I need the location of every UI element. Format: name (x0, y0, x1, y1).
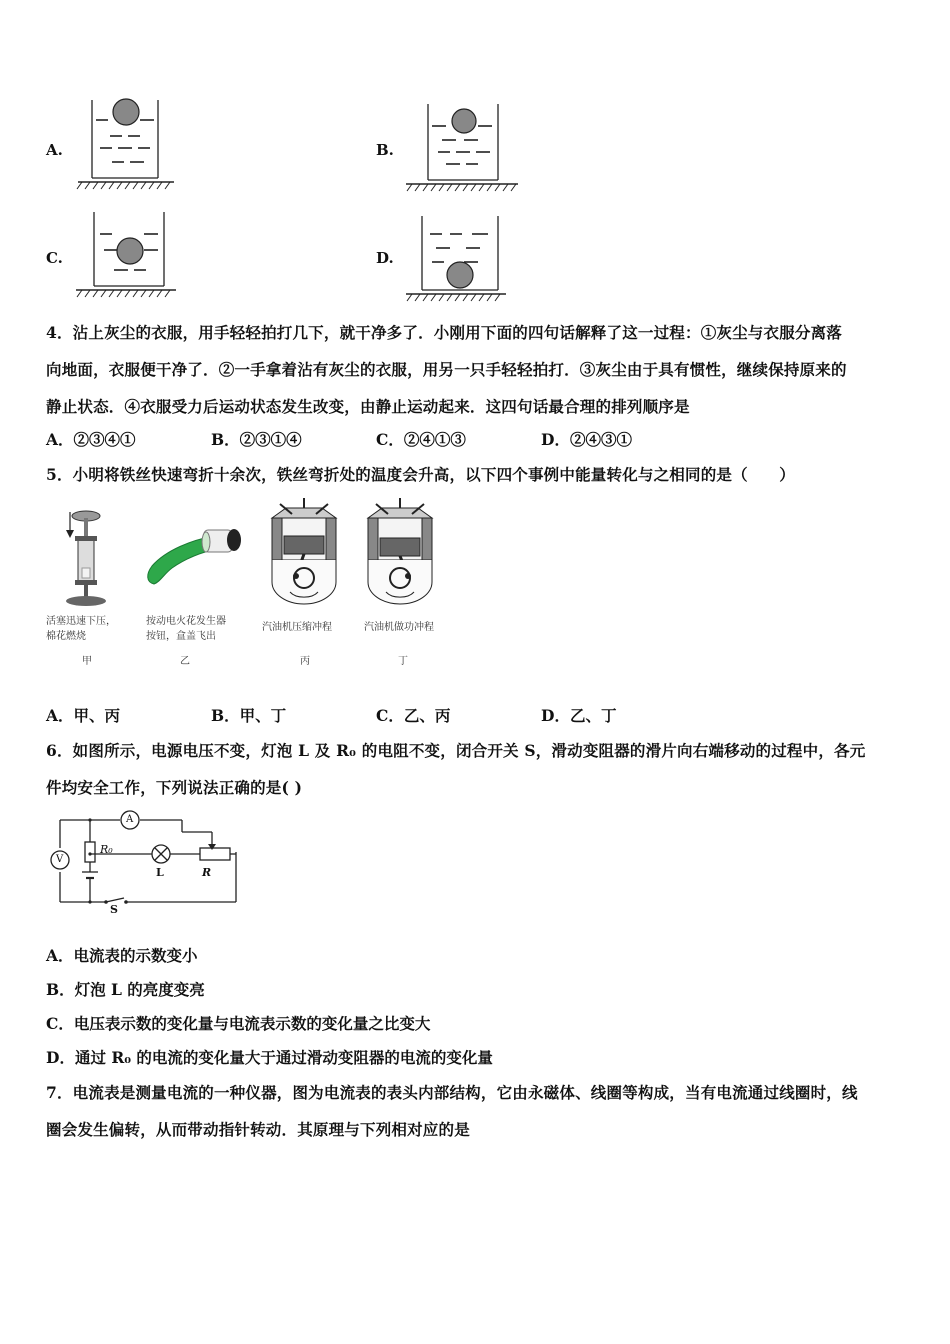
fig-yi-caption-1: 按动电火花发生器 (146, 616, 226, 627)
ammeter-symbol: A (126, 814, 134, 825)
fig-jia-label: 甲 (82, 656, 92, 667)
q7-stem-line1: 7．电流表是测量电流的一种仪器，图为电流表的表头内部结构，它由永磁体、线圈等构成，当有电流通过线圈时，线 (46, 1083, 858, 1102)
engine-compression-stroke-image (266, 496, 342, 606)
q5-choice-c[interactable]: C．乙、丙 (376, 706, 451, 725)
option-d-label: D. (376, 249, 394, 267)
fig-ding-caption: 汽油机做功冲程 (364, 622, 434, 633)
switch-label: S (110, 903, 118, 916)
q6-stem-line1: 6．如图所示，电源电压不变，灯泡 L 及 R₀ 的电阻不变，闭合开关 S，滑动变阻器的滑片向右端移动的过程中，各元 (46, 741, 866, 760)
float-diagram-b (402, 100, 522, 192)
q4-stem-line3: 静止状态．④衣服受力后运动状态发生改变，由静止运动起来．这四句话最合理的排列顺序是 (46, 397, 690, 416)
float-diagram-c (72, 208, 182, 300)
fig-yi-caption-2: 按钮，盒盖飞出 (146, 631, 216, 642)
spark-generator-image (142, 522, 246, 592)
fig-bing-label: 丙 (300, 656, 310, 667)
q4-choice-a[interactable]: A．②③④① (46, 430, 136, 449)
q6-choice-a[interactable]: A．电流表的示数变小 (46, 946, 198, 965)
fig-ding-label: 丁 (398, 656, 408, 667)
q6-choice-c[interactable]: C．电压表示数的变化量与电流表示数的变化量之比变大 (46, 1014, 431, 1033)
option-c-label: C. (46, 249, 63, 267)
fire-syringe-image (58, 506, 118, 610)
q7-stem-line2: 圈会发生偏转，从而带动指针转动．其原理与下列相对应的是 (46, 1120, 470, 1139)
fig-jia-caption-2: 棉花燃烧 (46, 631, 86, 642)
fig-bing-caption: 汽油机压缩冲程 (262, 622, 332, 633)
float-diagram-a (74, 96, 184, 192)
r0-label: R₀ (100, 843, 113, 856)
fig-jia-caption-1: 活塞迅速下压， (46, 616, 116, 627)
option-a-label: A. (46, 141, 63, 159)
q5-stem: 5．小明将铁丝快速弯折十余次，铁丝弯折处的温度会升高，以下四个事例中能量转化与之相同的是（ ） (46, 465, 795, 484)
q6-choice-b[interactable]: B．灯泡 L 的亮度变亮 (46, 980, 205, 999)
q5-choice-b[interactable]: B．甲、丁 (211, 706, 287, 725)
q6-stem-line2: 件均安全工作，下列说法正确的是( ) (46, 778, 303, 797)
lamp-label: L (156, 866, 164, 879)
fig-yi-label: 乙 (180, 656, 190, 667)
q4-choice-c[interactable]: C．②④①③ (376, 430, 466, 449)
q6-choice-d[interactable]: D．通过 R₀ 的电流的变化量大于通过滑动变阻器的电流的变化量 (46, 1048, 493, 1067)
q5-choice-a[interactable]: A．甲、丙 (46, 706, 121, 725)
q5-choice-d[interactable]: D．乙、丁 (541, 706, 617, 725)
float-diagram-d (402, 212, 512, 304)
q4-choice-b[interactable]: B．②③①④ (211, 430, 302, 449)
option-b-label: B. (376, 141, 394, 159)
q4-stem-line1: 4．沾上灰尘的衣服，用手轻轻拍打几下，就干净多了．小刚用下面的四句话解释了这一过程：①灰尘与衣服分离落 (46, 323, 842, 342)
q4-choice-d[interactable]: D．②④③① (541, 430, 632, 449)
q4-stem-line2: 向地面，衣服便干净了．②一手拿着沾有灰尘的衣服，用另一只手轻轻拍打．③灰尘由于具有惯性，继续保持原来的 (46, 360, 847, 379)
engine-power-stroke-image (362, 496, 438, 606)
rheostat-label: R (202, 866, 212, 879)
circuit-diagram (44, 810, 244, 920)
voltmeter-symbol: V (56, 854, 64, 865)
